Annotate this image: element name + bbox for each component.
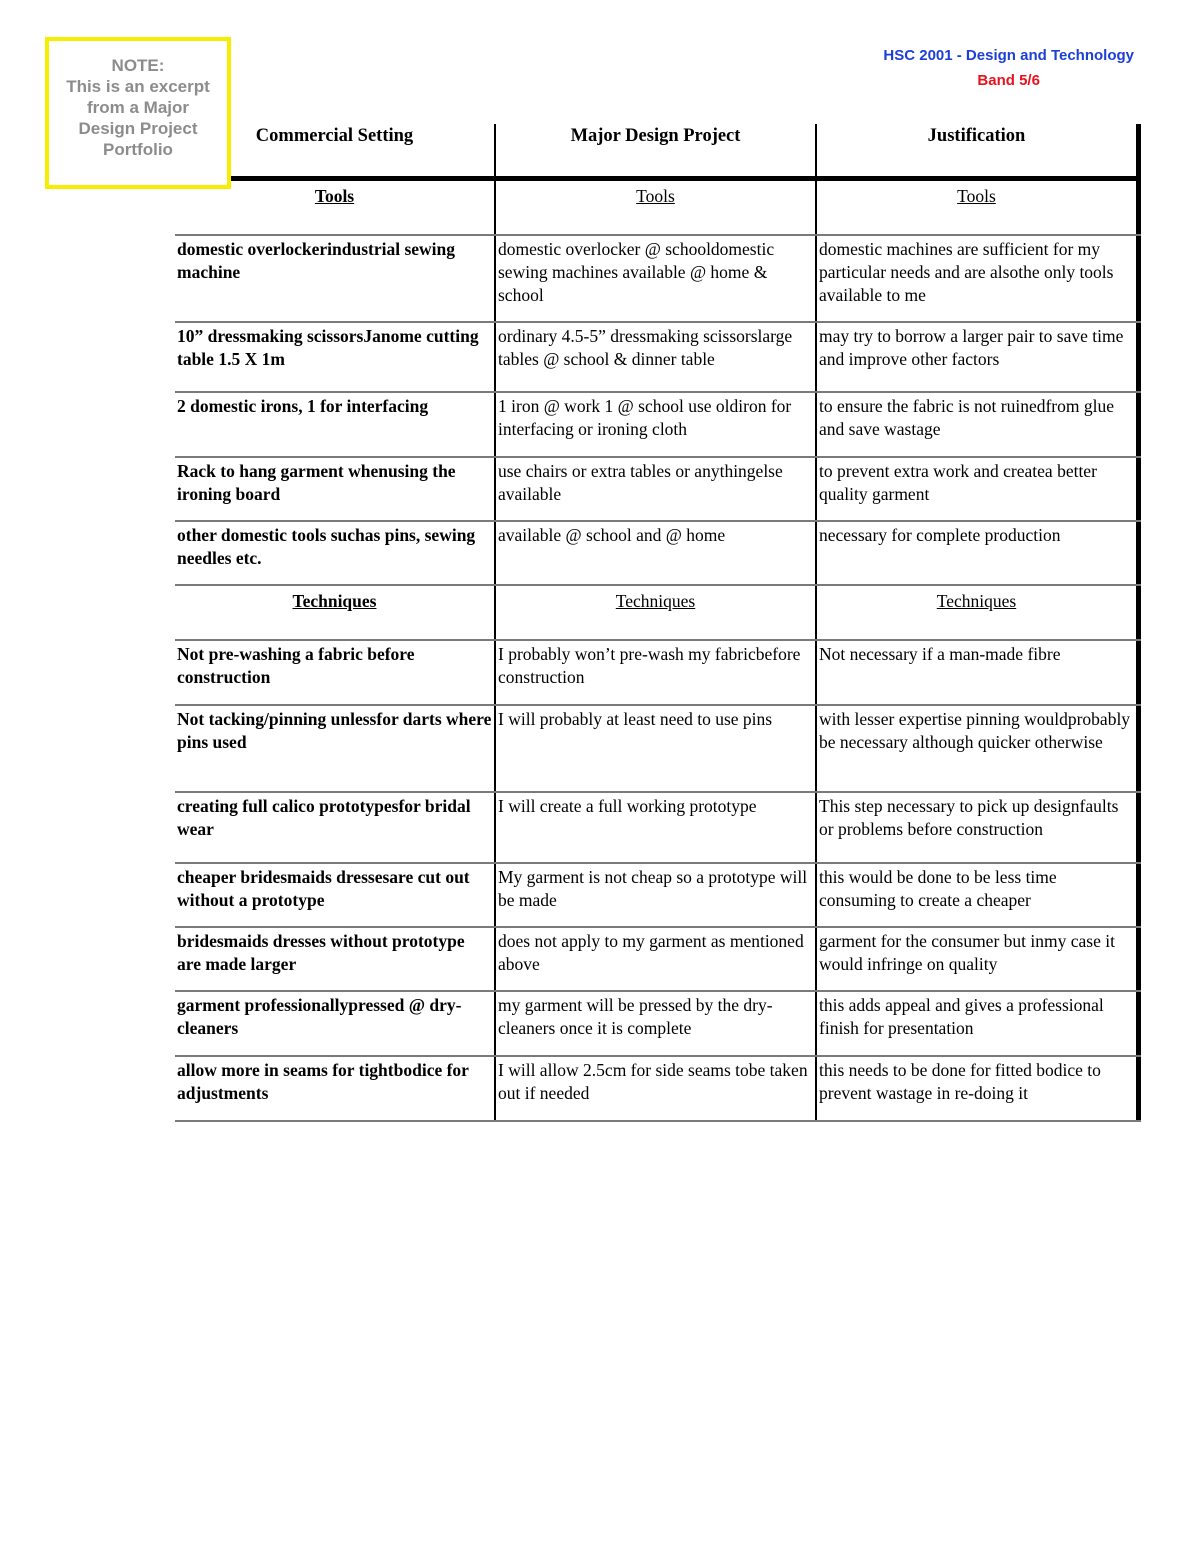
section-header-row (175, 181, 1141, 236)
table-cell: garment professionallypressed @ dry-cleaners (175, 992, 496, 1055)
course-title: HSC 2001 - Design and Technology (883, 47, 1134, 64)
table-row (175, 928, 1141, 992)
table-cell: Rack to hang garment whenusing the ironing board (175, 458, 496, 520)
table-header-row (175, 124, 1141, 181)
table-cell: garment for the consumer but inmy case it would infringe on quality (817, 928, 1141, 990)
section-label: Techniques (817, 586, 1141, 639)
table-cell: with lesser expertise pinning wouldprobably be necessary although quicker otherwise (817, 706, 1141, 791)
table-row (175, 793, 1141, 864)
column-header: Justification (817, 124, 1141, 176)
table-cell: domestic machines are sufficient for my particular needs and are alsothe only tools available to me (817, 236, 1141, 321)
table-row (175, 522, 1141, 586)
table-cell: 10” dressmaking scissorsJanome cutting table 1.5 X 1m (175, 323, 496, 391)
course-header (883, 43, 1134, 93)
table-row (175, 393, 1141, 458)
table-row (175, 458, 1141, 522)
note-line: NOTE: (111, 56, 165, 75)
table-row (175, 706, 1141, 793)
section-label: Tools (496, 181, 817, 234)
table-cell: I probably won’t pre-wash my fabricbefore construction (496, 641, 817, 704)
table-cell: ordinary 4.5-5” dressmaking scissorslarge tables @ school & dinner table (496, 323, 817, 391)
note-line: Design Project (78, 119, 198, 138)
table-cell: to prevent extra work and createa better quality garment (817, 458, 1141, 520)
table-cell: This step necessary to pick up designfaults or problems before construction (817, 793, 1141, 862)
table-cell: this adds appeal and gives a professional finish for presentation (817, 992, 1141, 1055)
column-header: Major Design Project (496, 124, 817, 176)
table-cell: 1 iron @ work 1 @ school use oldiron for interfacing or ironing cloth (496, 393, 817, 456)
table-cell: I will allow 2.5cm for side seams tobe taken out if needed (496, 1057, 817, 1120)
table-cell: My garment is not cheap so a prototype will be made (496, 864, 817, 926)
table-cell: Not tacking/pinning unlessfor darts where pins used (175, 706, 496, 791)
table-cell: available @ school and @ home (496, 522, 817, 584)
table-cell: may try to borrow a larger pair to save time and improve other factors (817, 323, 1141, 391)
table-cell: my garment will be pressed by the dry-cleaners once it is complete (496, 992, 817, 1055)
table-row (175, 323, 1141, 393)
table-cell: domestic overlocker @ schooldomestic sewing machines available @ home & school (496, 236, 817, 321)
note-line: Portfolio (103, 140, 173, 159)
column-header: Commercial Setting (175, 124, 496, 176)
table-cell: to ensure the fabric is not ruinedfrom glue and save wastage (817, 393, 1141, 456)
note-line: This is an excerpt (66, 77, 210, 96)
table-row (175, 1057, 1141, 1122)
section-label: Techniques (496, 586, 817, 639)
section-label: Tools (817, 181, 1141, 234)
table-row (175, 864, 1141, 928)
table-cell: 2 domestic irons, 1 for interfacing (175, 393, 496, 456)
band-label: Band 5/6 (977, 72, 1040, 89)
section-label: Tools (175, 181, 496, 234)
table-cell: necessary for complete production (817, 522, 1141, 584)
table-cell: other domestic tools suchas pins, sewing needles etc. (175, 522, 496, 584)
table-cell: this would be done to be less time consuming to create a cheaper (817, 864, 1141, 926)
table-cell: Not pre-washing a fabric before construction (175, 641, 496, 704)
note-line: from a Major (86, 98, 190, 117)
table-body (175, 181, 1141, 1122)
section-label: Techniques (175, 586, 496, 639)
table-cell: use chairs or extra tables or anythingelse available (496, 458, 817, 520)
excerpt-note-box (45, 37, 231, 189)
table-cell: allow more in seams for tightbodice for adjustments (175, 1057, 496, 1120)
table-cell: this needs to be done for fitted bodice to prevent wastage in re-doing it (817, 1057, 1141, 1120)
table-row (175, 236, 1141, 323)
table-cell: bridesmaids dresses without prototype are made larger (175, 928, 496, 990)
table-cell: domestic overlockerindustrial sewing machine (175, 236, 496, 321)
comparison-table (175, 124, 1141, 1122)
table-cell: I will create a full working prototype (496, 793, 817, 862)
table-cell: cheaper bridesmaids dressesare cut out without a prototype (175, 864, 496, 926)
table-cell: I will probably at least need to use pins (496, 706, 817, 791)
table-cell: creating full calico prototypesfor bridal wear (175, 793, 496, 862)
section-header-row (175, 586, 1141, 641)
table-cell: does not apply to my garment as mentioned above (496, 928, 817, 990)
table-cell: Not necessary if a man-made fibre (817, 641, 1141, 704)
table-row (175, 992, 1141, 1057)
table-row (175, 641, 1141, 706)
